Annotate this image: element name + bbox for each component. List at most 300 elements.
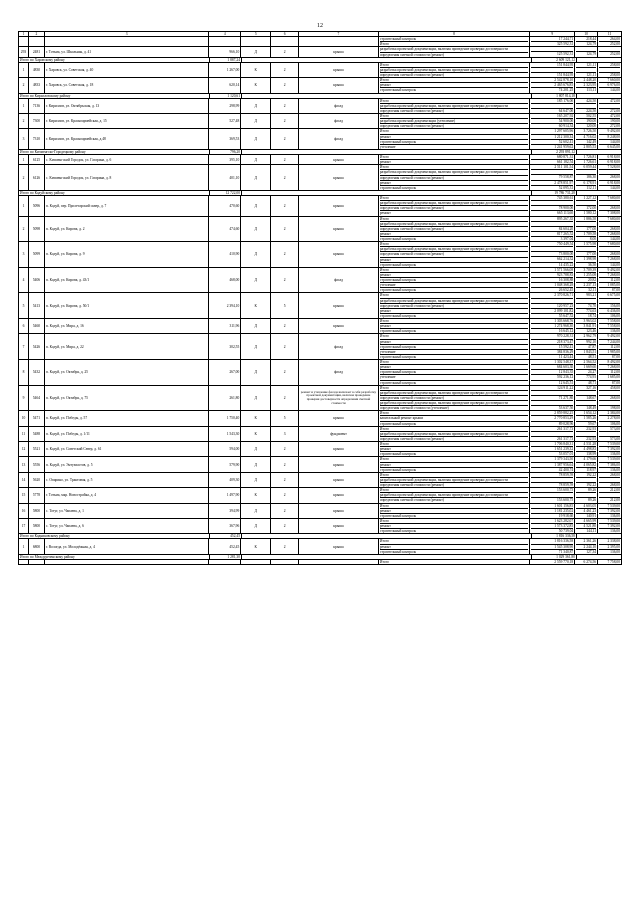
work-type-text: крыша	[333, 508, 344, 513]
work-description-cell	[379, 488, 530, 502]
cost-value: 750 449,54	[531, 242, 573, 247]
cost-value-cell	[530, 196, 575, 216]
address	[45, 319, 209, 333]
area	[209, 47, 241, 56]
row-index-text: 9	[22, 395, 25, 400]
work-description-cell	[379, 268, 530, 293]
house-type	[241, 442, 271, 456]
limit-value-cell	[598, 504, 621, 518]
table-row	[18, 63, 622, 78]
address-text: г. Харовск, ул. Советская, д. 18	[45, 83, 94, 88]
cost-per-unit-cell	[575, 411, 598, 425]
floors	[271, 411, 299, 425]
area-text: 394,99	[229, 508, 240, 513]
floors	[271, 242, 299, 267]
work-description-cell	[379, 442, 530, 456]
table-row	[18, 242, 622, 268]
area-text: 1 543,30	[226, 431, 240, 436]
district-total-filler	[242, 191, 532, 195]
floors	[271, 473, 299, 487]
cost-value: 1 623 282,07	[531, 519, 573, 524]
cost-value: 684 603,30	[531, 365, 573, 370]
work-description-cell	[379, 334, 530, 359]
work-description: разработка проектной документации, включая проведение проверки достоверности	[380, 493, 528, 498]
house-code	[29, 319, 45, 333]
work-description: строительный контроль	[379, 467, 417, 472]
house-type-text: Д	[254, 226, 257, 231]
limit-value: 1 085,00	[599, 283, 620, 288]
house-code-text: 5460	[32, 324, 41, 329]
address	[45, 78, 209, 92]
limit-value: 7 680,00	[599, 242, 620, 247]
work-description: строительный контроль	[379, 313, 417, 318]
floors	[271, 99, 299, 113]
work-type-text: крыша	[333, 175, 344, 180]
address	[45, 334, 209, 359]
area-text: 1 497,90	[226, 493, 240, 498]
work-description: определения сметной стоимости (ремонт)	[379, 73, 444, 77]
house-code	[29, 196, 45, 216]
cost-value: 2 465 676,85	[531, 83, 573, 88]
limit-value: 268,00	[599, 227, 620, 232]
floors	[271, 319, 299, 333]
work-description-cell	[379, 293, 530, 318]
district-total-tail	[577, 534, 621, 538]
work-description-cell	[379, 427, 530, 441]
house-code-text: 6125	[32, 157, 41, 162]
work-type	[299, 334, 379, 359]
house-code-text: 2481	[32, 49, 41, 54]
row-index-text: 8	[22, 370, 25, 375]
work-description: определения сметной стоимости (утепление)	[379, 406, 449, 411]
cost-value: 2 559 770,18	[554, 559, 574, 564]
area-text: 452,45	[229, 544, 240, 549]
work-description-cell	[379, 411, 530, 425]
house-code	[29, 99, 45, 113]
address	[45, 196, 209, 216]
row-index	[19, 473, 29, 487]
area-text: 395,10	[229, 157, 240, 162]
work-description: Итого	[380, 411, 528, 416]
row-index	[19, 519, 29, 533]
work-type	[299, 411, 379, 425]
work-description: ремонт	[380, 365, 528, 370]
cost-value-cell	[530, 411, 575, 425]
house-type	[241, 319, 271, 333]
row-index	[19, 334, 29, 359]
house-type-text: Д	[254, 203, 257, 208]
cost-per-unit: 48,71	[588, 380, 597, 385]
work-type	[299, 268, 379, 293]
floors-text: 2	[283, 508, 286, 513]
floors	[271, 457, 299, 471]
work-type	[299, 386, 379, 411]
floors-text: 2	[283, 544, 286, 549]
column-header-11: 11	[607, 32, 612, 36]
limit-value: 7 392,00	[599, 447, 620, 452]
cost-per-unit: 47,87	[576, 345, 596, 350]
district-total-label: Итого по Кадуйскому району	[19, 191, 210, 195]
work-description: строительный контроль	[379, 288, 417, 293]
column-header-9: 9	[530, 32, 575, 36]
work-description: Итого	[380, 488, 528, 493]
house-type	[241, 519, 271, 533]
table-row	[18, 519, 622, 534]
cost-per-unit: 74,70	[576, 304, 596, 309]
work-type	[299, 63, 379, 77]
work-description: строительный контроль	[379, 529, 417, 534]
cost-per-unit-cell	[575, 293, 598, 318]
floors	[271, 560, 299, 564]
cost-value-cell	[530, 129, 575, 149]
house-code	[29, 37, 45, 46]
house-code	[29, 129, 45, 149]
cost-per-unit: 4 498,83	[576, 447, 596, 452]
floors	[271, 539, 299, 553]
row-index	[19, 411, 29, 425]
house-type-text: Д	[254, 477, 257, 482]
work-description-cell	[379, 155, 530, 164]
cost-value: 12 645,51	[558, 380, 574, 385]
work-description: Итого	[380, 217, 528, 222]
limit-value-cell	[598, 488, 621, 502]
work-description: строительный контроль	[379, 421, 417, 426]
cost-per-unit: 123,46	[586, 329, 597, 334]
work-description: Итого	[380, 242, 528, 247]
house-code	[29, 411, 45, 425]
cost-per-unit: 1 886,58	[576, 217, 596, 222]
district-total-filler	[242, 534, 532, 538]
work-type-text: фундамент	[330, 431, 347, 436]
cost-value: 52 095,31	[558, 185, 574, 190]
limit-value: 6 675,00	[599, 293, 620, 298]
cost-per-unit: 1 669,60	[576, 365, 596, 370]
cost-value: 2 511 101,54	[531, 165, 573, 170]
address-text: с. Кичменгский Городок, ул. Гагарина, д. 6	[45, 157, 112, 162]
limit-value: 136,00	[610, 329, 621, 334]
address	[45, 504, 209, 518]
limit-value: 144,00	[610, 262, 621, 267]
limit-value: 7 268,00	[599, 365, 620, 370]
floors	[271, 78, 299, 92]
floors-text: 2	[283, 493, 286, 498]
work-type-text: крыша	[333, 462, 344, 467]
table-row	[18, 473, 622, 488]
area	[209, 411, 241, 425]
work-description-cell	[379, 360, 530, 385]
cost-per-unit: 140,91	[586, 513, 597, 518]
cost-per-unit-cell	[575, 47, 598, 56]
address	[45, 560, 209, 564]
work-description: ремонт	[380, 524, 528, 529]
floors-text: 3	[283, 431, 286, 436]
row-index-text: 10	[21, 416, 26, 421]
row-index	[19, 63, 29, 77]
row-index	[19, 196, 29, 216]
limit-value: 106,00	[610, 313, 621, 318]
work-type-text: крыша	[333, 83, 344, 88]
limit-value: 7 660,00	[599, 78, 620, 83]
cost-value: 120 957,23	[531, 304, 573, 309]
house-code	[29, 386, 45, 411]
work-description-cell	[379, 37, 530, 46]
cost-per-unit: 1 654,12	[576, 411, 596, 416]
area	[209, 457, 241, 471]
table-row	[18, 411, 622, 426]
row-index-text: 6	[22, 324, 25, 329]
area-text: 401,10	[229, 175, 240, 180]
limit-value-cell	[598, 268, 621, 293]
table-row	[18, 37, 622, 47]
work-description-cell	[379, 457, 530, 471]
area	[209, 268, 241, 293]
house-code-text: 4833	[32, 83, 41, 88]
work-type	[299, 99, 379, 113]
house-type	[241, 217, 271, 242]
work-description: строительный контроль	[379, 88, 417, 93]
cost-per-unit: 4 716,02	[576, 135, 596, 140]
cost-per-unit: 89,26	[588, 498, 597, 503]
district-total-label: Итого по Харовскому району	[19, 58, 210, 62]
cost-value: 64 647,00	[558, 108, 574, 113]
area	[209, 360, 241, 385]
work-description: Итого	[380, 442, 528, 447]
table-row	[18, 268, 622, 294]
limit-value-cell	[598, 319, 621, 333]
cost-value: 1 651 239,32	[531, 447, 573, 452]
house-code	[29, 427, 45, 441]
house-type-text: Д	[254, 462, 257, 467]
cost-value: 53 057,01	[558, 452, 574, 457]
district-total-filler	[242, 555, 532, 559]
cost-value-cell	[530, 37, 575, 46]
work-description: определения сметной стоимости (ремонт)	[380, 396, 528, 401]
cost-value: 55 647,52	[558, 313, 574, 318]
limit-value: 268,00	[599, 473, 620, 478]
floors-text: 2	[283, 278, 286, 282]
work-type	[299, 242, 379, 267]
cost-per-unit: 3 841,91	[576, 324, 596, 329]
limit-value: 136,00	[610, 529, 621, 534]
limit-value: 272,00	[610, 124, 621, 129]
house-type	[241, 47, 271, 56]
cost-per-unit: 218,44	[576, 37, 596, 42]
district-total-filler	[242, 150, 532, 154]
cost-value: 1 274 968,30	[531, 324, 573, 329]
table-row	[18, 217, 622, 243]
house-type	[241, 560, 271, 564]
limit-value: 472,00	[599, 114, 620, 119]
limit-value-cell	[598, 334, 621, 359]
district-total-tail	[577, 58, 621, 62]
work-description: разработка проектной документации, включая проведение проверки достоверности	[380, 170, 528, 175]
cost-per-unit-cell	[575, 488, 598, 502]
cost-per-unit-cell	[575, 129, 598, 149]
cost-per-unit: 20,82	[576, 278, 596, 283]
limit-value: 144,00	[599, 140, 620, 145]
work-description: ремонт	[380, 545, 528, 550]
house-code-text: 7300	[32, 119, 41, 124]
address	[45, 539, 209, 553]
limit-value-cell	[598, 411, 621, 425]
house-type	[241, 37, 271, 46]
cost-per-unit: 18,74	[588, 313, 597, 318]
cost-per-unit: 4 521,80	[576, 524, 596, 529]
house-code-text: 5800	[32, 508, 41, 513]
cost-per-unit-cell	[575, 504, 598, 518]
house-type-text: К	[254, 544, 257, 549]
work-description: Итого	[379, 42, 389, 47]
district-total-area: 1 887,24	[210, 58, 242, 62]
page-number: 12	[317, 23, 323, 29]
area-text: 966,10	[229, 49, 240, 54]
house-type	[241, 129, 271, 149]
address	[45, 47, 209, 56]
limit-value: 136,00	[610, 452, 621, 457]
address	[45, 457, 209, 471]
work-description-cell	[379, 114, 530, 128]
work-description: Итого	[380, 293, 528, 298]
area-text: 579,90	[229, 462, 240, 467]
table-row	[18, 427, 622, 442]
cost-per-unit: 127,34	[586, 549, 597, 554]
cost-value: 89 028,96	[558, 421, 574, 426]
floors-text: 5	[283, 416, 286, 421]
work-description-cell	[379, 217, 530, 242]
row-index-text: 12	[21, 447, 26, 452]
column-header-6: 6	[271, 32, 299, 36]
limit-value: 198,00	[610, 405, 621, 410]
limit-value: 6 976,00	[599, 83, 620, 88]
floors	[271, 155, 299, 164]
floors	[271, 427, 299, 441]
column-header-1: 1	[19, 32, 29, 36]
district-total-label: Итого по Кичменгско-Городецкому району	[19, 150, 210, 154]
work-description: ремонт	[380, 324, 528, 329]
floors-text: 2	[283, 203, 286, 208]
limit-value: 6 436,00	[599, 309, 620, 314]
limit-value: 7 558,00	[599, 324, 620, 329]
cost-value-cell	[530, 519, 575, 533]
address-text: п. Кадуй, пер. Пролетарский сквер, д. 7	[45, 203, 107, 208]
limit-value-cell	[598, 155, 621, 164]
limit-value: 6 918,00	[607, 160, 621, 165]
cost-per-unit-cell	[575, 99, 598, 113]
cost-per-unit: 983,21	[576, 293, 596, 298]
cost-per-unit-cell	[575, 155, 598, 164]
table-row	[18, 560, 622, 565]
work-description: ремонт	[380, 340, 528, 345]
work-description-cell	[379, 539, 530, 553]
floors-text: 2	[283, 477, 286, 482]
address	[45, 129, 209, 149]
cost-value: 60 914,34	[558, 124, 574, 129]
cost-value: 78 859,59	[558, 482, 574, 487]
house-type-text: Д	[254, 49, 257, 54]
cost-per-unit: 6 059,44	[576, 165, 596, 170]
cost-per-unit: 6 178,91	[576, 181, 596, 186]
floors	[271, 488, 299, 502]
district-total-area: 12 722,00	[210, 191, 242, 195]
house-code-text: 5432	[32, 370, 41, 375]
work-description: разработка проектной документации, включая проведение проверки достоверности	[380, 104, 528, 109]
address	[45, 427, 209, 441]
work-description: строительный контроль	[380, 140, 528, 145]
work-description: определения сметной стоимости (ремонт)	[380, 176, 528, 181]
row-index-text: 2	[22, 226, 25, 231]
limit-value: 112,00	[599, 278, 620, 283]
house-code-text: 5099	[32, 252, 41, 257]
row-index-text: 13	[21, 462, 26, 467]
cost-per-unit: 4 603,05	[576, 504, 596, 509]
cost-value: 3 397,04	[560, 236, 574, 241]
house-type-text: Д	[254, 370, 257, 375]
floors-text: 2	[283, 103, 286, 108]
area	[209, 293, 241, 318]
limit-value: 2 278,00	[599, 416, 620, 421]
district-total-tail	[577, 150, 621, 154]
row-index-text: 3	[22, 137, 25, 142]
cost-per-unit-cell	[575, 519, 598, 533]
limit-value: 190,00	[599, 119, 620, 124]
house-code-text: 5096	[32, 203, 41, 208]
work-description: определения сметной стоимости (ремонт)	[380, 206, 528, 211]
work-description-cell	[379, 519, 530, 533]
work-type	[299, 129, 379, 149]
cost-value: 1 297 605,96	[531, 129, 573, 134]
table-body	[18, 37, 622, 565]
row-index	[19, 155, 29, 164]
limit-value: 272,00	[610, 108, 621, 113]
work-type	[299, 504, 379, 518]
district-total-value: 2 293 891,12	[532, 150, 577, 154]
area	[209, 165, 241, 190]
work-description: разработка проектной документации, включая проведение проверки достоверности	[380, 222, 528, 227]
limit-value-cell	[598, 442, 621, 456]
cost-value: 325 592,31	[556, 42, 574, 47]
work-type-text: крыша	[333, 324, 344, 329]
address-text: г. Тотьма, ул. Школьная, д. 41	[45, 49, 92, 54]
work-description: утепление	[380, 283, 528, 288]
area-text: 594,00	[229, 447, 240, 452]
cost-value-cell	[530, 268, 575, 293]
work-description: определения сметной стоимости (ремонт)	[380, 304, 528, 309]
area-text: 2 394,10	[226, 303, 240, 308]
area-text: 474,60	[229, 226, 240, 231]
limit-value: 7 268,00	[599, 232, 620, 237]
house-type-text: Д	[254, 447, 257, 452]
limit-value: 87,00	[611, 288, 621, 293]
area-text: 527,48	[229, 119, 240, 124]
cost-value: 71 340,87	[558, 549, 574, 554]
limit-value: 268,00	[599, 396, 620, 401]
cost-value: 2 370 826,71	[531, 293, 573, 298]
limit-value: 458,00	[599, 386, 620, 391]
cost-value: 73 800,00	[531, 252, 573, 257]
cost-per-unit: 89,26	[576, 488, 596, 493]
work-description: ремонт	[380, 181, 528, 186]
address	[45, 114, 209, 128]
cost-value: 261 317,73	[531, 427, 573, 432]
address-text: г. Кириллов, ул. Октябрьская, д. 13	[45, 103, 100, 108]
area-text: 261,80	[229, 395, 240, 400]
cost-per-unit: 121,11	[576, 63, 596, 68]
cost-value: 125 592,31	[556, 52, 574, 57]
row-index-text: 14	[21, 477, 26, 482]
floors-text: 2	[283, 49, 286, 54]
work-description: определения сметной стоимости (ремонт)	[379, 483, 444, 487]
cost-value: 218 373,47	[531, 340, 573, 345]
